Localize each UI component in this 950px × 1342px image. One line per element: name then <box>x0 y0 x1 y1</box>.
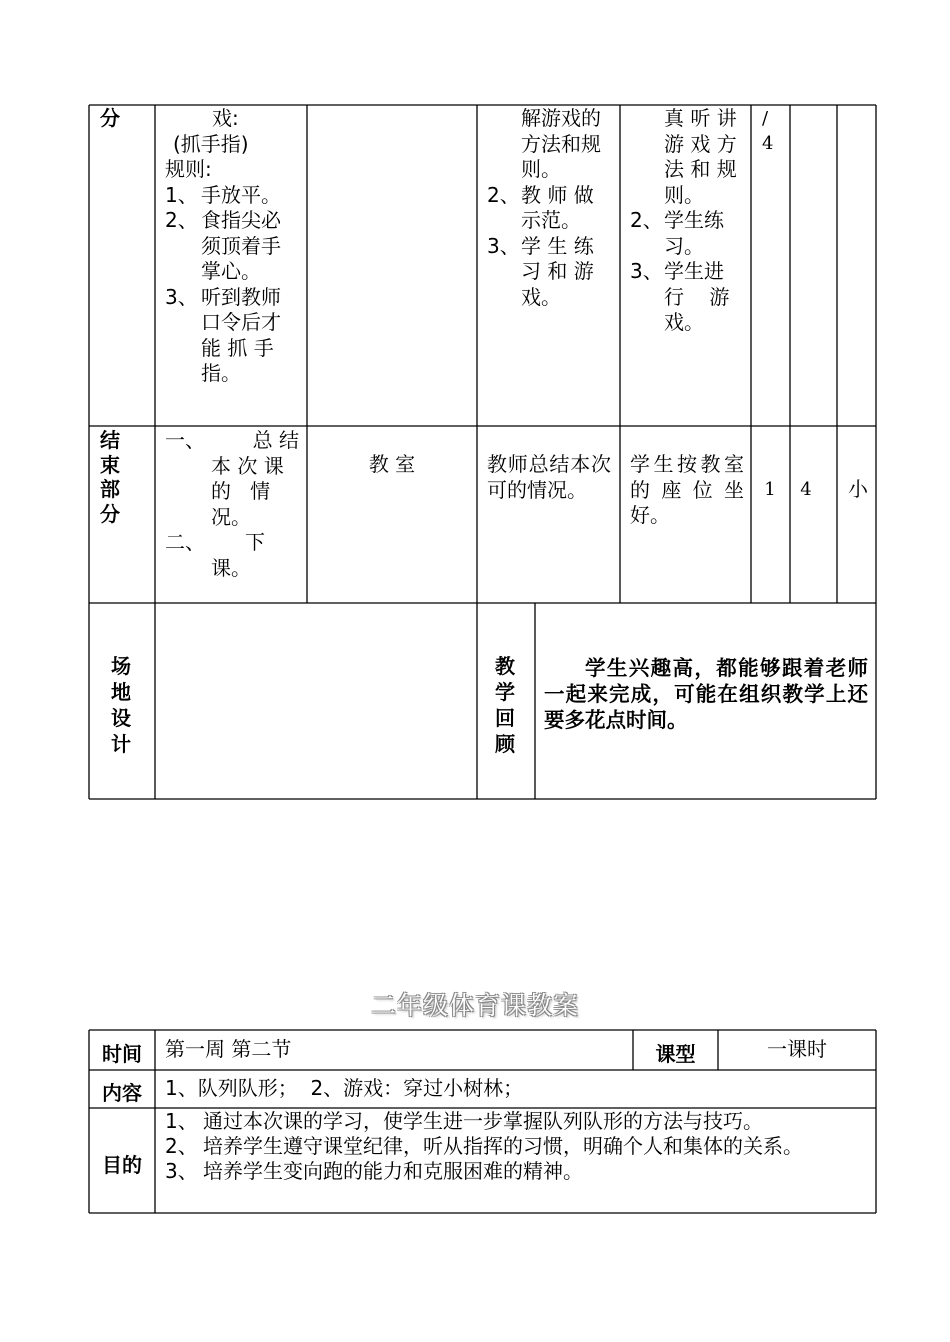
goal-number: 2、 <box>165 1134 198 1158</box>
activity-content-cell <box>165 106 299 387</box>
student-line: 真 听 讲 <box>664 106 737 130</box>
ending-item <box>165 428 299 454</box>
teaching-review-label: 教学回顾 <box>495 654 515 756</box>
student-line: 行 游 <box>664 284 730 309</box>
teacher-activity-cell <box>487 106 615 310</box>
student-summary-cell: 学生按教室的座位坐好。 <box>630 452 744 527</box>
section-label-ending: 结束部分 <box>100 428 120 526</box>
type-value: 一课时 <box>767 1037 827 1061</box>
rule-number: 3、 <box>165 284 198 309</box>
student-line: 法 和 规 <box>664 157 737 181</box>
rule-line: 食指尖必 <box>201 208 281 232</box>
teacher-line: 解游戏的 <box>521 106 601 130</box>
rule-line: 口令后才 <box>201 310 281 334</box>
rule-line: 指。 <box>201 361 241 385</box>
teacher-summary-cell: 教师总结本次可的情况。 <box>487 452 611 502</box>
content-label: 内容 <box>102 1081 142 1105</box>
rule-number: 2、 <box>165 208 198 232</box>
teacher-item <box>487 234 615 311</box>
ending-line: 下 <box>245 530 265 554</box>
teacher-line: 示范。 <box>521 208 581 232</box>
intensity-cell: 小 <box>848 477 868 501</box>
ending-item-number: 一、 <box>165 428 205 452</box>
site-design-label: 场地设计 <box>111 654 131 756</box>
goal-text: 培养学生遵守课堂纪律，听从指挥的习惯，明确个人和集体的关系。 <box>203 1134 803 1158</box>
ending-content-cell <box>165 428 299 581</box>
teacher-item-number: 2、 <box>487 182 520 207</box>
time-fraction-cell <box>762 106 773 156</box>
count-cell-1: 1 <box>764 479 776 500</box>
teacher-line: 学 生 练 <box>521 233 594 258</box>
rule-item <box>165 285 299 387</box>
goal-item <box>165 1159 869 1184</box>
teacher-line: 习 和 游 <box>521 259 594 283</box>
student-activity-cell <box>630 106 748 336</box>
section-label-part: 分 <box>100 106 120 130</box>
ending-line: 况。 <box>211 504 251 529</box>
student-line: 学生进 <box>664 259 724 283</box>
time-label: 时间 <box>102 1042 142 1066</box>
student-item-number: 3、 <box>630 259 663 283</box>
ending-line: 课。 <box>211 555 251 580</box>
teacher-line: 方法和规 <box>521 131 601 156</box>
student-line: 学生练 <box>664 208 724 232</box>
teaching-review-text: 学生兴趣高，都能够跟着老师一起来完成，可能在组织教学上还要多花点时间。 <box>544 656 868 732</box>
rule-line: 能 抓 手 <box>201 335 274 360</box>
teacher-line: 戏。 <box>521 284 561 309</box>
goal-item <box>165 1109 869 1134</box>
goal-item <box>165 1134 869 1159</box>
rule-number: 1、 <box>165 182 198 207</box>
ending-line: 总 结 <box>252 428 299 452</box>
student-line: 习。 <box>664 233 704 258</box>
ending-line: 的 情 <box>211 479 271 503</box>
student-line: 戏。 <box>664 310 704 334</box>
rule-line: 掌心。 <box>201 259 261 283</box>
goal-text: 培养学生变向跑的能力和克服困难的精神。 <box>203 1159 583 1183</box>
teacher-line: 教 师 做 <box>521 182 594 207</box>
count-cell-2: 4 <box>800 479 812 500</box>
ending-line: 本 次 课 <box>211 453 284 478</box>
student-item <box>630 259 748 336</box>
content-line: 戏: <box>212 106 239 130</box>
fraction-value: 4 <box>762 133 774 154</box>
ending-item <box>165 530 299 556</box>
rule-item <box>165 183 299 209</box>
goal-list <box>165 1109 869 1184</box>
goal-label: 目的 <box>102 1153 142 1177</box>
rule-line: 听到教师 <box>201 284 281 309</box>
goal-text: 通过本次课的学习，使学生进一步掌握队列队形的方法与技巧。 <box>203 1109 763 1133</box>
student-line: 游 戏 方 <box>664 131 737 156</box>
lesson-plan-title: 二年级体育课教案 <box>370 991 579 1020</box>
time-value: 第一周 第二节 <box>165 1037 292 1061</box>
type-label: 课型 <box>655 1042 696 1066</box>
content-value: 1、队列队形； 2、游戏：穿过小树林； <box>165 1076 524 1100</box>
goal-number: 3、 <box>165 1159 198 1183</box>
goal-number: 1、 <box>165 1109 198 1133</box>
content-line: (抓手指) <box>173 131 249 156</box>
student-item-number: 2、 <box>630 208 663 232</box>
teacher-item-number: 3、 <box>487 233 520 258</box>
rule-line: 手放平。 <box>201 182 281 207</box>
place-cell: 教 室 <box>368 452 416 476</box>
teacher-item <box>487 183 615 234</box>
student-item <box>630 208 748 259</box>
rule-line: 须顶着手 <box>201 233 281 258</box>
ending-item-number: 二、 <box>165 530 205 554</box>
content-line: 规则: <box>165 157 212 181</box>
fraction-slash: / <box>762 108 769 129</box>
rule-item <box>165 208 299 285</box>
teacher-line: 则。 <box>521 157 561 181</box>
student-line: 则。 <box>664 182 704 207</box>
